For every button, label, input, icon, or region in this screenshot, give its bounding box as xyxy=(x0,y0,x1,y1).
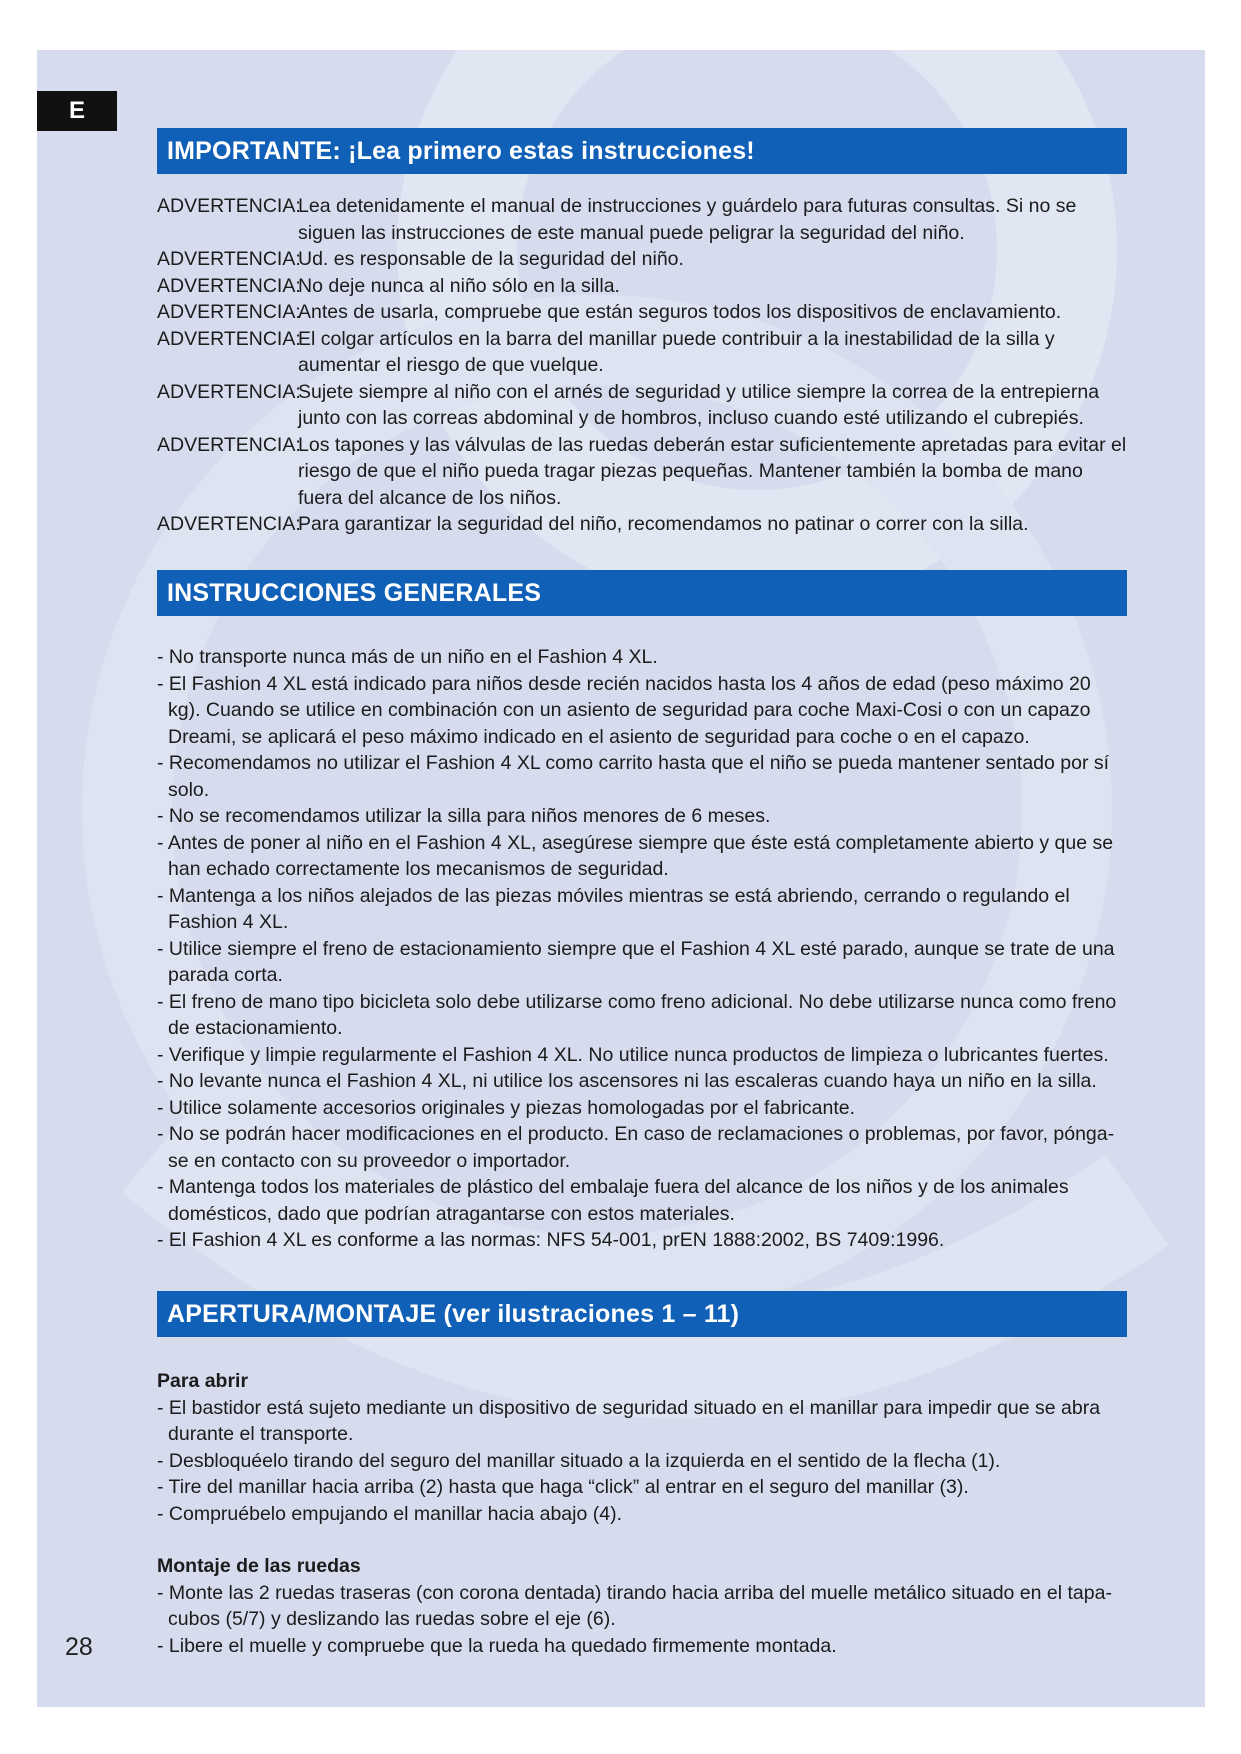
apertura-content xyxy=(157,1368,1127,1659)
list-item: - Monte las 2 ruedas traseras (con corona dentada) tirando hacia arriba del muelle metálico situado en el tapa-cubos (5/7) y deslizando las ruedas sobre el eje (6). xyxy=(157,1581,1112,1630)
warning-label: ADVERTENCIA: xyxy=(157,513,301,535)
list-item: - Utilice siempre el freno de estacionamiento siempre que el Fashion 4 XL esté parado, aunque se trate de una parada corta. xyxy=(157,937,1115,986)
warning-label: ADVERTENCIA: xyxy=(157,433,301,456)
warning-label: ADVERTENCIA: xyxy=(157,301,301,323)
list-item: - Libere el muelle y compruebe que la rueda ha quedado firmemente montada. xyxy=(157,1634,837,1657)
general-instructions-list xyxy=(157,644,1127,1254)
subsection-heading-para-abrir: Para abrir xyxy=(157,1370,249,1392)
list-item: - Verifique y limpie regularmente el Fashion 4 XL. No utilice nunca productos de limpieza o lubricantes fuertes. xyxy=(157,1043,1109,1066)
list-item: - El bastidor está sujeto mediante un dispositivo de seguridad situado en el manillar para impedir que se abra durante el transporte. xyxy=(157,1396,1101,1445)
warning-text: El colgar artículos en la barra del manillar puede contribuir a la inestabilidad de la silla y aumentar el riesgo de que vuelque. xyxy=(298,327,1055,376)
warning-item xyxy=(157,432,1127,512)
list-item: - El Fashion 4 XL es conforme a las normas: NFS 54-001, prEN 1888:2002, BS 7409:1996. xyxy=(157,1229,945,1251)
list-item: - Utilice solamente accesorios originales y piezas homologadas por el fabricante. xyxy=(157,1096,856,1119)
warning-label: ADVERTENCIA: xyxy=(157,327,301,350)
list-item: - El freno de mano tipo bicicleta solo debe utilizarse como freno adicional. No debe utilizarse nunca como freno de estacionamiento. xyxy=(157,990,1117,1039)
list-item: - Compruébelo empujando el manillar hacia abajo (4). xyxy=(157,1502,623,1525)
warning-label: ADVERTENCIA: xyxy=(157,380,301,403)
warning-text: Antes de usarla, compruebe que están seguros todos los dispositivos de enclavamiento. xyxy=(298,301,1062,323)
list-item: - Mantenga a los niños alejados de las piezas móviles mientras se está abriendo, cerrando o regulando el Fashion 4 XL. xyxy=(157,884,1070,933)
list-item: - Desbloquéelo tirando del seguro del manillar situado a la izquierda en el sentido de la flecha (1). xyxy=(157,1449,1001,1472)
spacer xyxy=(157,1527,1127,1553)
section-header-apertura: APERTURA/MONTAJE (ver ilustraciones 1 – 11) xyxy=(157,1291,1127,1337)
warnings-list xyxy=(157,193,1127,538)
warning-label: ADVERTENCIA: xyxy=(157,195,301,217)
list-item: - No levante nunca el Fashion 4 XL, ni utilice los ascensores ni las escaleras cuando haya un niño en la silla. xyxy=(157,1070,1097,1092)
warning-text: No deje nunca al niño sólo en la silla. xyxy=(298,274,620,297)
list-item: - Tire del manillar hacia arriba (2) hasta que haga “click” al entrar en el seguro del manillar (3). xyxy=(157,1476,969,1498)
warning-item xyxy=(157,246,1127,273)
list-item: - No transporte nunca más de un niño en el Fashion 4 XL. xyxy=(157,646,658,668)
warning-text: Lea detenidamente el manual de instrucciones y guárdelo para futuras consultas. Si no se siguen las instrucciones de este manual puede peligrar la seguridad del niño. xyxy=(298,195,1077,244)
list-item: - El Fashion 4 XL está indicado para niños desde recién nacidos hasta los 4 años de edad (peso máximo 20 kg). Cuando se utilice en combinación con un asiento de seguridad para coche Maxi-Cosi o con un capazo Dreami, se aplicará el peso máximo indicado en el asiento de seguridad para coche o en el capazo. xyxy=(157,672,1091,748)
list-item: - No se podrán hacer modificaciones en el producto. En caso de reclamaciones o problemas, por favor, pónga-se en contacto con su proveedor o importador. xyxy=(157,1123,1115,1172)
list-item: - No se recomendamos utilizar la silla para niños menores de 6 meses. xyxy=(157,805,771,827)
subsection-heading-montaje-ruedas: Montaje de las ruedas xyxy=(157,1555,361,1577)
warning-item xyxy=(157,273,1127,300)
warning-text: Los tapones y las válvulas de las ruedas deberán estar suficientemente apretadas para evitar el riesgo de que el niño pueda tragar piezas pequeñas. Mantener también la bomba de mano fuera del alcance de los niños. xyxy=(298,433,1127,509)
warning-item xyxy=(157,379,1127,432)
warning-text: Para garantizar la seguridad del niño, recomendamos no patinar o correr con la silla. xyxy=(298,513,1029,535)
list-item: - Antes de poner al niño en el Fashion 4 XL, asegúrese siempre que éste está completamente abierto y que se han echado correctamente los mecanismos de seguridad. xyxy=(157,831,1114,880)
warning-item xyxy=(157,193,1127,246)
section-header-importante: IMPORTANTE: ¡Lea primero estas instrucciones! xyxy=(157,128,1127,174)
warning-label: ADVERTENCIA: xyxy=(157,274,301,297)
section-header-generales: INSTRUCCIONES GENERALES xyxy=(157,570,1127,616)
warning-item xyxy=(157,511,1127,538)
warning-text: Sujete siempre al niño con el arnés de seguridad y utilice siempre la correa de la entrepierna junto con las correas abdominal y de hombros, incluso cuando esté utilizando el cubrepiés. xyxy=(298,380,1100,429)
warning-item xyxy=(157,326,1127,379)
warning-label: ADVERTENCIA: xyxy=(157,248,301,270)
page-number: 28 xyxy=(65,1633,93,1661)
list-item: - Mantenga todos los materiales de plástico del embalaje fuera del alcance de los niños y de los animales domésticos, dado que podrían atragantarse con estos materiales. xyxy=(157,1176,1069,1225)
list-item: - Recomendamos no utilizar el Fashion 4 XL como carrito hasta que el niño se pueda mantener sentado por sí solo. xyxy=(157,752,1110,801)
language-tab: E xyxy=(37,91,117,131)
warning-text: Ud. es responsable de la seguridad del niño. xyxy=(298,248,684,270)
warning-item xyxy=(157,299,1127,326)
